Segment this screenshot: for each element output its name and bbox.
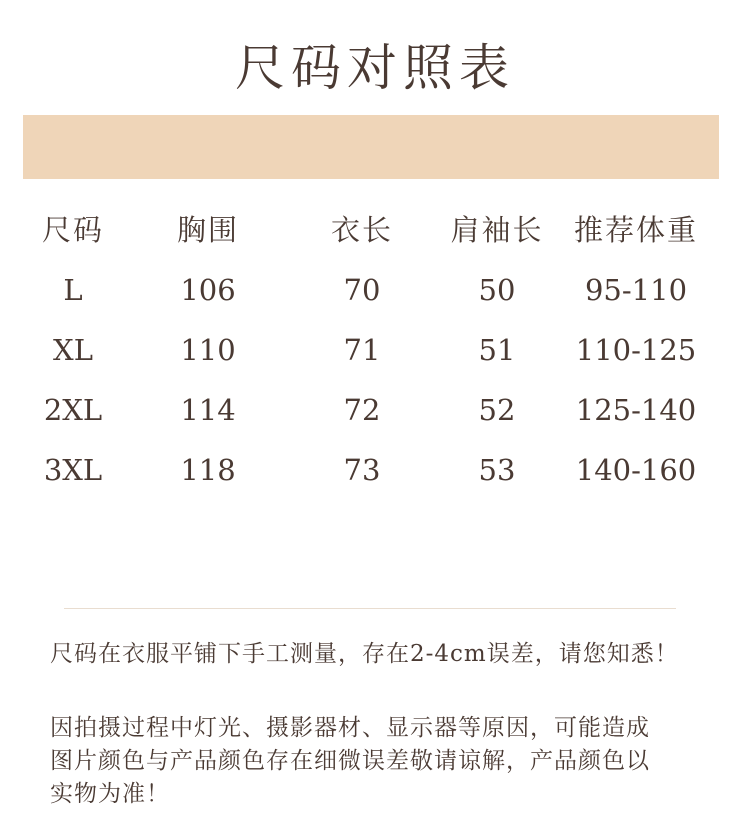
measurement-note: 尺码在衣服平铺下手工测量，存在2-4cm误差，请您知悉！	[50, 641, 679, 667]
table-cell: 110-125	[575, 333, 697, 367]
table-row	[0, 320, 750, 380]
table-row	[0, 440, 750, 500]
header-size: 尺码	[41, 213, 105, 247]
size-table	[0, 200, 750, 500]
header-chest: 胸围	[176, 213, 240, 247]
table-cell: 70	[343, 273, 381, 307]
table-cell: 50	[478, 273, 516, 307]
table-cell: 2XL	[43, 393, 103, 427]
table-cell: 140-160	[575, 453, 697, 487]
table-cell: 118	[180, 453, 236, 487]
table-cell: 110	[180, 333, 236, 367]
color-disclaimer	[50, 712, 720, 811]
disclaimer-line: 实物为准！	[50, 781, 170, 807]
disclaimer-line: 图片颜色与产品颜色存在细微误差敬请谅解，产品颜色以	[50, 748, 650, 774]
divider	[64, 608, 676, 609]
header-weight: 推荐体重	[573, 213, 699, 247]
table-cell: 114	[180, 393, 236, 427]
table-cell: 73	[343, 453, 381, 487]
table-cell: 71	[343, 333, 381, 367]
disclaimer-line: 因拍摄过程中灯光、摄影器材、显示器等原因，可能造成	[50, 715, 650, 741]
header-length: 衣长	[330, 213, 394, 247]
table-row	[0, 380, 750, 440]
table-cell: 125-140	[575, 393, 697, 427]
table-row	[0, 260, 750, 320]
table-cell: L	[63, 273, 83, 307]
table-cell: XL	[53, 333, 93, 367]
table-cell: 106	[180, 273, 236, 307]
table-cell: 53	[478, 453, 516, 487]
table-cell: 3XL	[43, 453, 103, 487]
table-cell: 72	[343, 393, 381, 427]
header-band	[23, 115, 719, 179]
header-shoulder-sleeve: 肩袖长	[450, 213, 544, 247]
table-cell: 51	[478, 333, 516, 367]
table-cell: 95-110	[584, 273, 688, 307]
page-title: 尺码对照表	[235, 39, 515, 97]
table-cell: 52	[478, 393, 516, 427]
table-header-row	[0, 200, 750, 260]
